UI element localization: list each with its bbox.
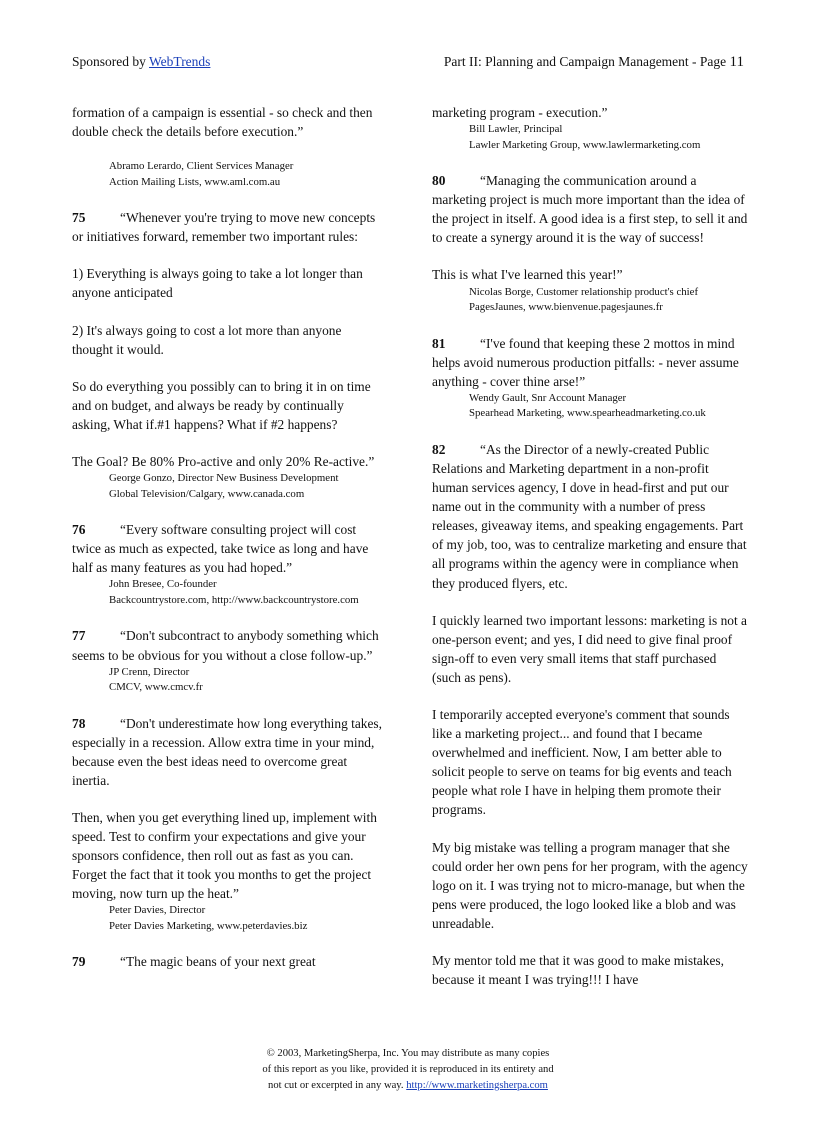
attribution-company: CMCV, www.cmcv.fr <box>109 681 203 694</box>
attribution-company: Spearhead Marketing, www.spearheadmarketing.co.uk <box>469 407 706 420</box>
attribution-company: Global Television/Calgary, www.canada.com <box>109 487 305 500</box>
quote-text: “As the Director of a newly-created Public Relations and Marketing department in a non-profit human services agency, I dove in head-first and put our name out in the community with a number of press releases, giveaway items, and speaking engagements. Part of my job, too, was to centralize marketing and ensure that all programs within the agency were in compliance when they produced flyers, etc. <box>432 441 747 591</box>
quote-text: “Don't underestimate how long everything takes, especially in a recession. Allow extra time in your mind, because even the best ideas need to overcome great inertia. <box>72 715 382 788</box>
quote-76 <box>72 520 382 577</box>
quote-75-p4: So do everything you possibly can to bring it in on time and on budget, and always be ready by continually asking, What if.#1 happens? What if #2 happens? <box>72 378 371 432</box>
sponsor-prefix: Sponsored by <box>72 54 146 69</box>
section-label: Part II: Planning and Campaign Management - Page <box>443 54 727 69</box>
quote-78 <box>72 714 382 790</box>
attribution <box>469 285 748 316</box>
section-title <box>444 53 744 71</box>
attribution-name: Nicolas Borge, Customer relationship product's chief <box>469 285 699 298</box>
attribution-name: George Gonzo, Director New Business Development <box>109 472 339 485</box>
attribution <box>109 665 382 696</box>
attribution-company: PagesJaunes, www.bienvenue.pagesjaunes.fr <box>469 301 663 314</box>
quote-text: “Every software consulting project will cost twice as much as expected, take twice as long and have half as many features as you had hoped.” <box>72 522 369 576</box>
attribution-name: JP Crenn, Director <box>109 665 190 678</box>
quote-text: “Managing the communication around a marketing project is much more important than the idea of the project in itself. A good idea is a first step, to sell it and to create a synergy around it is the way of success! <box>432 173 748 246</box>
quote-81 <box>432 334 748 391</box>
quote-82-p2: I quickly learned two important lessons: marketing is not a one-person event; and yes, I did need to give final proof sign-off to even very small items that staff purchased (such as pens). <box>432 612 747 685</box>
quote-79 <box>72 952 382 971</box>
attribution <box>469 391 748 422</box>
attribution <box>109 577 382 608</box>
quote-number: 81 <box>432 335 446 351</box>
marketingsherpa-link[interactable]: http://www.marketingsherpa.com <box>406 1080 548 1091</box>
attribution-company: Lawler Marketing Group, www.lawlermarketing.com <box>469 138 701 151</box>
sponsor-link[interactable]: WebTrends <box>149 54 211 69</box>
attribution-name: John Bresee, Co-founder <box>109 578 217 591</box>
excerpt-line <box>0 1078 816 1094</box>
quote-text: “Don't subcontract to anybody something which seems to be obvious for you without a close follow-up.” <box>72 628 379 663</box>
attribution-company: Backcountrystore.com, http://www.backcountrystore.com <box>109 593 359 606</box>
page-footer <box>0 1046 816 1094</box>
quote-75-p3: 2) It's always going to cost a lot more than anyone thought it would. <box>72 322 342 357</box>
excerpt-text: not cut or excerpted in any way. <box>268 1080 404 1091</box>
attribution <box>109 159 382 190</box>
quote-82 <box>432 440 748 593</box>
attribution-company: Peter Davies Marketing, www.peterdavies.biz <box>109 919 308 932</box>
quote-82-p3: I temporarily accepted everyone's comment that sounds like a marketing project... and found that I became overwhelmed and inefficient. Now, I am better able to solicit people to serve on teams for big events and teach people what role I have in helping them promote their programs. <box>432 706 732 818</box>
sponsor-line <box>72 53 210 71</box>
quote-text: “Whenever you're trying to move new concepts or initiatives forward, remember two important rules: <box>72 210 376 245</box>
quote-number: 75 <box>72 210 86 226</box>
quote-number: 79 <box>72 954 86 970</box>
distribution-line: of this report as you like, provided it is reproduced in its entirety and <box>262 1064 554 1075</box>
quote-text: “The magic beans of your next great <box>120 954 316 970</box>
attribution <box>469 122 748 153</box>
quote-77 <box>72 626 382 664</box>
attribution-company: Action Mailing Lists, www.aml.com.au <box>109 175 281 188</box>
quote-75-p2: 1) Everything is always going to take a lot longer than anyone anticipated <box>72 266 363 301</box>
left-column <box>72 103 382 990</box>
attribution <box>109 471 382 502</box>
quote-75 <box>72 208 382 246</box>
attribution-name: Bill Lawler, Principal <box>469 123 563 136</box>
quote-number: 82 <box>432 441 446 457</box>
attribution-name: Wendy Gault, Snr Account Manager <box>469 391 627 404</box>
quote-82-p5: My mentor told me that it was good to make mistakes, because it meant I was trying!!! I have <box>432 953 724 988</box>
right-column <box>432 103 748 1007</box>
quote-number: 77 <box>72 628 86 644</box>
attribution-name: Abramo Lerardo, Client Services Manager <box>109 160 294 173</box>
continued-quote: marketing program - execution.” <box>432 105 608 120</box>
quote-78-p2: Then, when you get everything lined up, implement with speed. Test to confirm your expectations and give your sponsors confidence, then roll out as fast as you can. Forget the fact that it took you months to get the project moving, now turn up the heat.” <box>72 809 377 902</box>
continued-quote: formation of a campaign is essential - so check and then double check the details before execution.” <box>72 105 373 140</box>
quote-80 <box>432 171 748 247</box>
quote-80-p2: This is what I've learned this year!” <box>432 267 623 283</box>
quote-82-p4: My big mistake was telling a program manager that she could order her own pens for her program, with the agency logo on it. I was trying not to micro-manage, but when the pens were produced, the logo looked like a blob and was unreadable. <box>432 839 748 931</box>
quote-number: 78 <box>72 715 86 731</box>
quote-75-p5: The Goal? Be 80% Pro-active and only 20% Re-active.” <box>72 454 375 470</box>
page-number: 11 <box>729 54 744 70</box>
copyright-line: © 2003, MarketingSherpa, Inc. You may distribute as many copies <box>266 1048 550 1059</box>
quote-number: 76 <box>72 522 86 538</box>
quote-text: “I've found that keeping these 2 mottos in mind helps avoid numerous production pitfalls: - never assume anything - cover thine arse!” <box>432 335 739 389</box>
quote-number: 80 <box>432 173 446 189</box>
attribution <box>109 903 382 934</box>
attribution-name: Peter Davies, Director <box>109 904 206 917</box>
